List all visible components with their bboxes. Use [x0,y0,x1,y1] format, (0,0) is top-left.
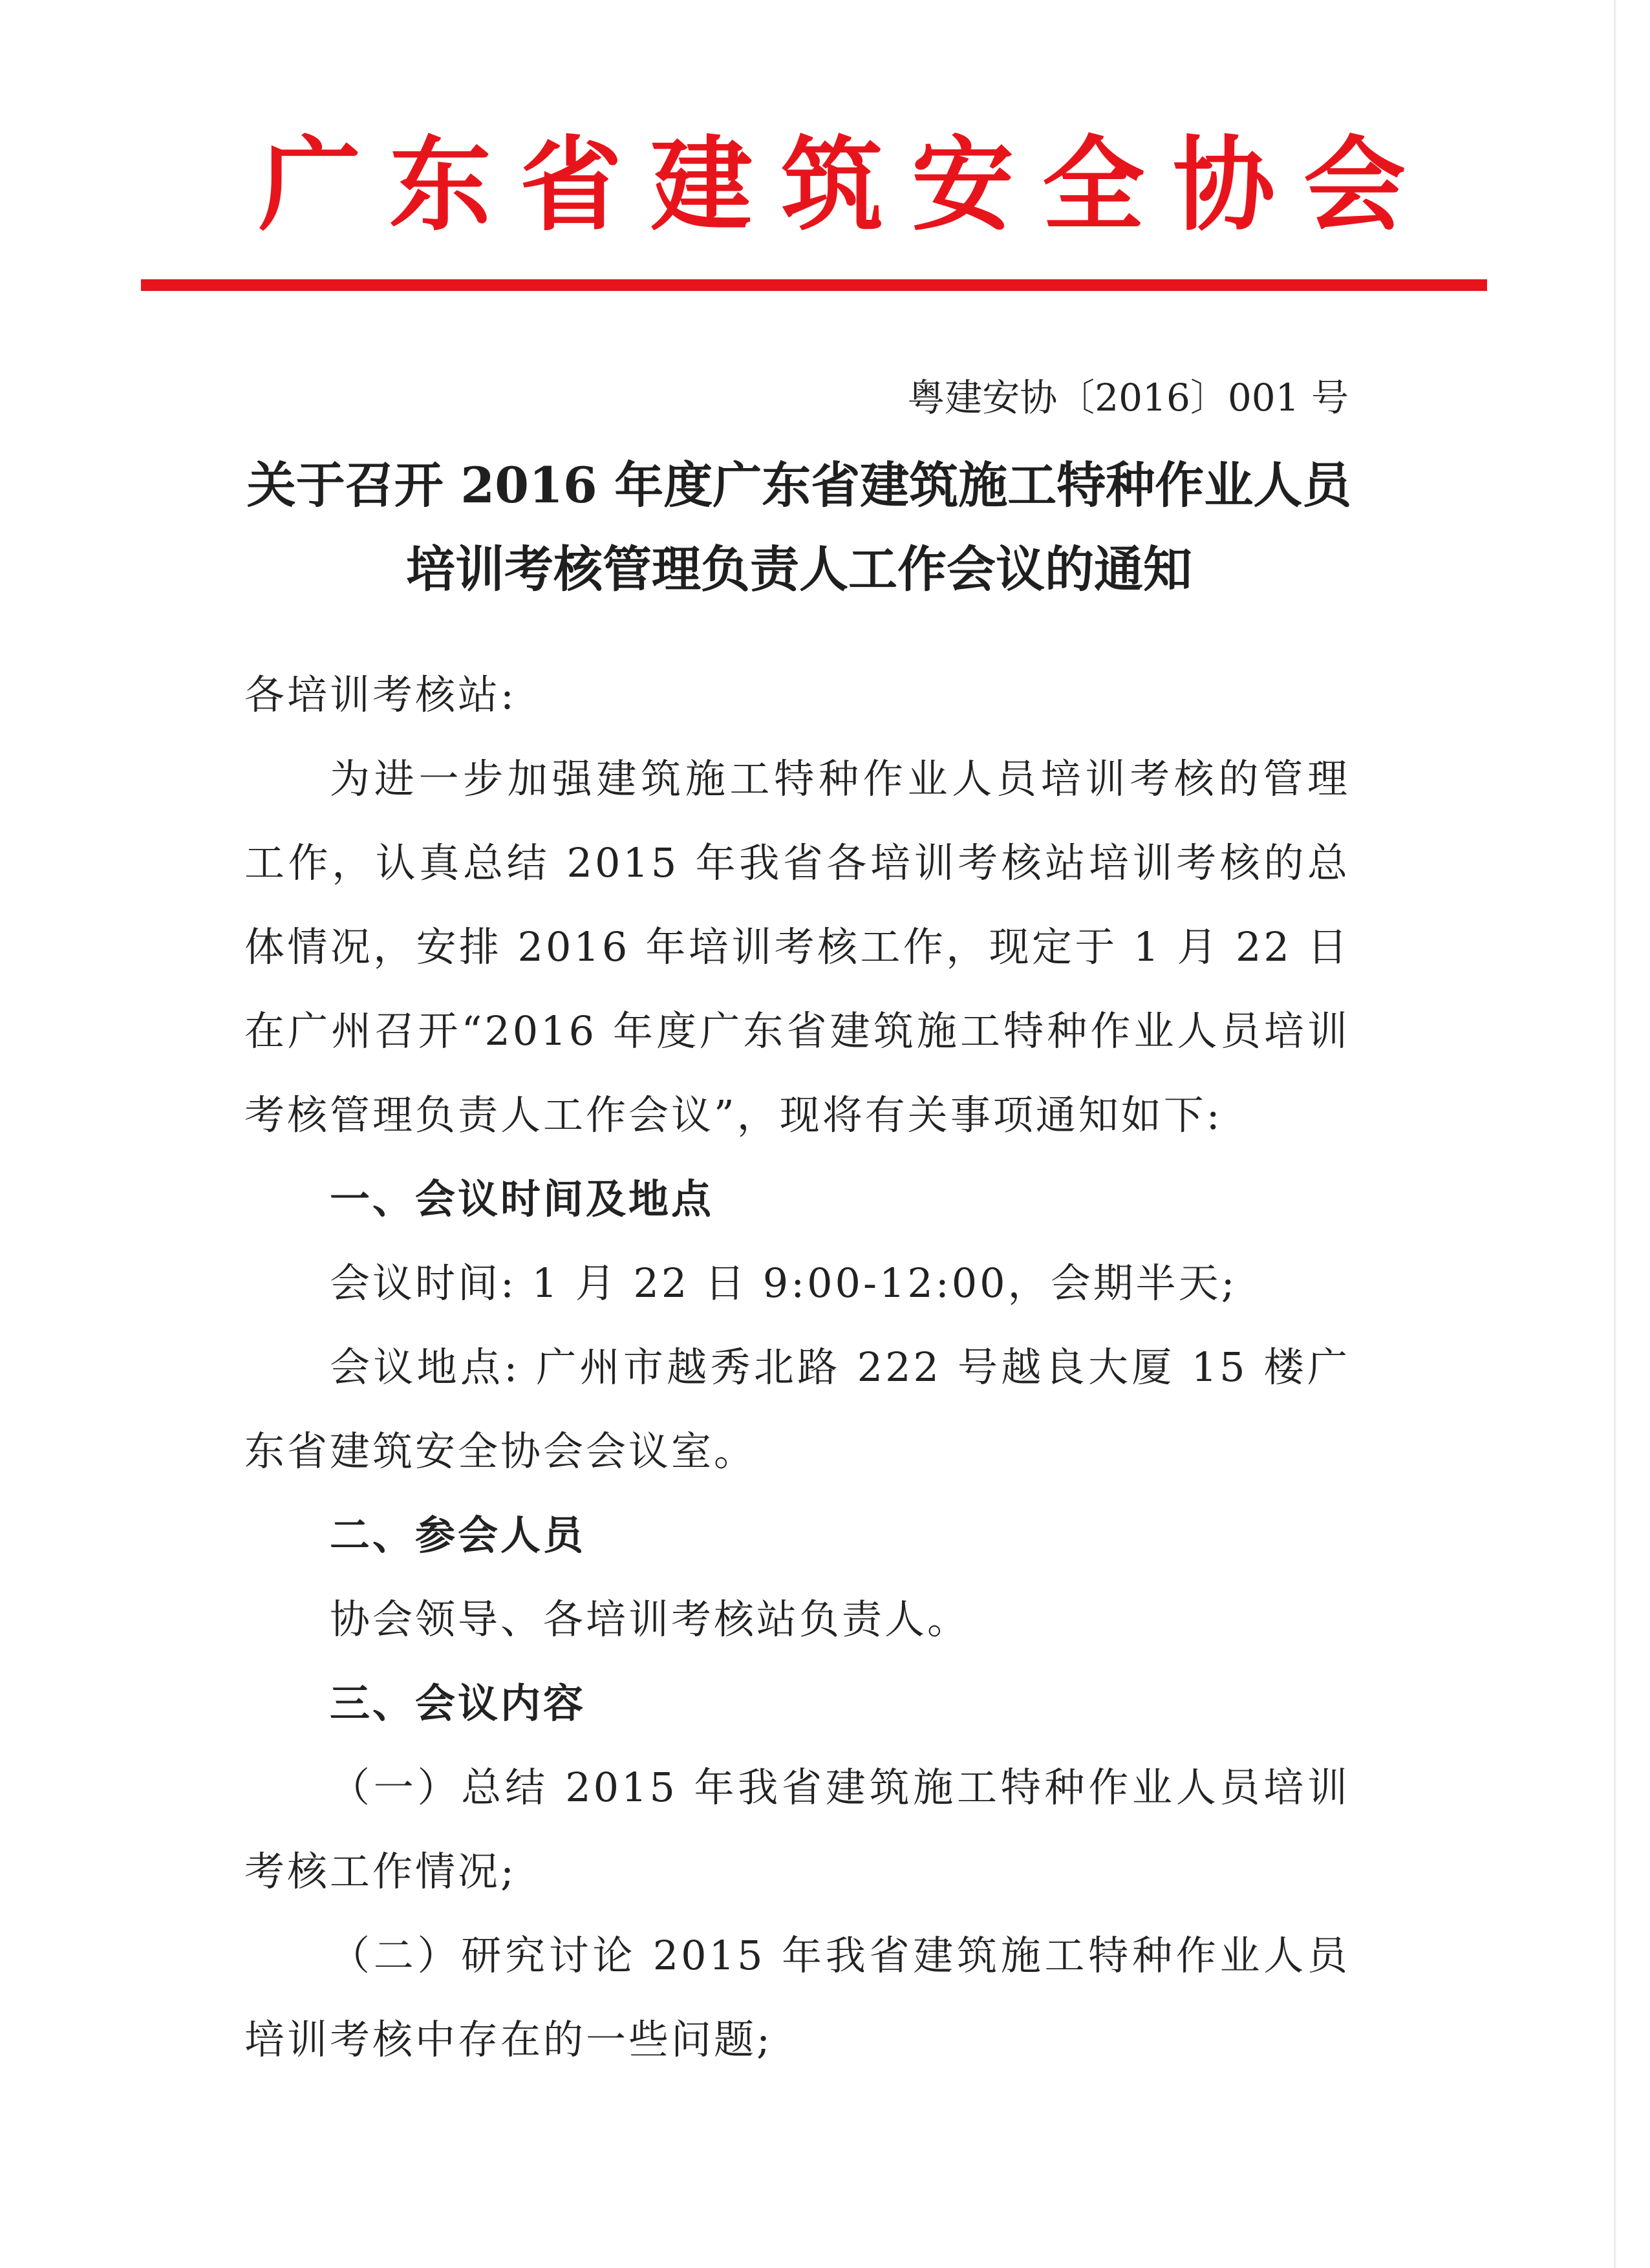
salutation [244,653,1350,737]
section-paragraph: 会议时间: 1 月 22 日 9:00-12:00，会期半天; [330,1259,1238,1307]
section-paragraph: 会议地点: 广州市越秀北路 222 号越良大厦 15 楼广东省建筑安全协会会议室。 [244,1343,1350,1475]
section-paragraph: （二）研究讨论 2015 年我省建筑施工特种作业人员培训考核中存在的一些问题; [244,1932,1350,2063]
intro-text: 为进一步加强建筑施工特种作业人员培训考核的管理工作，认真总结 2015 年我省各培训考核站培训考核的总体情况，安排 2016 年培训考核工作，现定于 1 月 22 日在广州召开“2016 年度广东省建筑施工特种作业人员培训考核管理负责人工作会议”，现将有关事项通知如下: [244,755,1350,1139]
section-2 [244,1493,1350,1662]
letterhead-red-rule [141,279,1487,291]
scan-edge [1614,0,1616,2268]
section-paragraph: （一）总结 2015 年我省建筑施工特种作业人员培训考核工作情况; [244,1764,1350,1895]
document-title-line-2: 培训考核管理负责人工作会议的通知 [406,540,1192,598]
sections [244,1157,1350,2082]
document-title-line-1: 关于召开 2016 年度广东省建筑施工特种作业人员 [246,456,1352,514]
letterhead-organization: 广东省建筑安全协会 [259,125,1434,245]
section-heading: 一、会议时间及地点 [330,1175,714,1223]
section-heading: 三、会议内容 [330,1680,586,1727]
salutation-text: 各培训考核站: [244,671,517,718]
section-3 [244,1662,1350,2082]
intro-paragraph [244,737,1350,1157]
section-1 [244,1157,1350,1493]
document-number: 粤建安协〔2016〕001 号 [907,376,1349,420]
section-heading: 二、参会人员 [330,1512,586,1559]
section-paragraph: 协会领导、各培训考核站负责人。 [330,1596,970,1643]
